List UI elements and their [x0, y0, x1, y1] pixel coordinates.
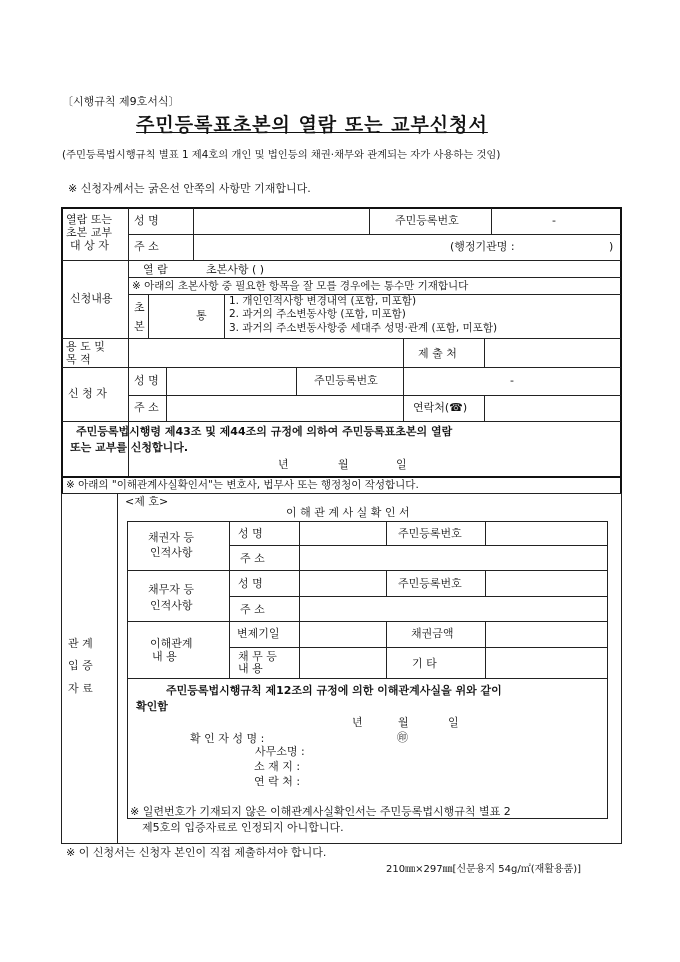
abstract-char-1: 초 — [134, 301, 145, 314]
request-section-label: 신청내용 — [70, 292, 113, 305]
other-field[interactable] — [486, 648, 606, 677]
interest-label-1: 이해관계 — [150, 637, 193, 650]
agency-name-label: (행정기관명 : — [450, 240, 515, 253]
target-address-label: 주 소 — [134, 240, 159, 253]
form-reference: 〔시행규칙 제9호서식〕 — [62, 95, 180, 108]
abstract-item-2[interactable]: 2. 과거의 주소변동사항 (포함, 미포함) — [229, 308, 406, 320]
other-label: 기 타 — [412, 657, 437, 670]
certificate-title: 이 해 관 계 사 실 확 인 서 — [286, 506, 410, 519]
declaration-line-1: 주민등록법시행령 제43조 및 제44조의 규정에 의하여 주민등록표초본의 열람 — [76, 425, 453, 438]
confirm-day: 일 — [448, 716, 459, 729]
creditor-address-field[interactable] — [300, 546, 606, 569]
applicant-address-field[interactable] — [167, 396, 402, 420]
paper-spec: 210㎜×297㎜[신문용지 54g/㎡(재활용품)] — [386, 864, 582, 875]
serial-warning-1: ※ 일련번호가 기재되지 않은 이해관계사실확인서는 주민등록법시행규칙 별표 2 — [130, 805, 511, 818]
creditor-name-field[interactable] — [300, 522, 385, 544]
confirmer-name-label: 확 인 자 성 명 : — [190, 732, 265, 745]
target-name-field[interactable] — [194, 209, 368, 234]
debtor-label-2: 인적사항 — [150, 599, 193, 612]
applicant-contact-field[interactable] — [485, 396, 620, 420]
applicant-contact-label: 연락처(☎) — [413, 401, 468, 414]
abstract-note: ※ 아래의 초본사항 중 필요한 항목을 잘 모를 경우에는 통수만 기재합니다 — [132, 280, 469, 292]
creditor-address-label: 주 소 — [240, 552, 265, 565]
target-address-field[interactable] — [194, 235, 444, 259]
office-contact-label: 연 락 처 : — [254, 775, 301, 788]
seal-icon: ㊞ — [397, 731, 408, 744]
debtor-name-field[interactable] — [300, 571, 385, 595]
creditor-rrn-field[interactable] — [486, 522, 606, 544]
target-rrn-label: 주민등록번호 — [395, 214, 459, 227]
declaration-month: 월 — [338, 458, 349, 471]
declaration-line-2: 또는 교부를 신청합니다. — [70, 441, 189, 454]
debtor-rrn-label: 주민등록번호 — [398, 577, 462, 590]
creditor-label-1: 채권자 등 — [148, 531, 195, 544]
fill-notice: ※ 신청자께서는 굵은선 안쪽의 사항만 기재합니다. — [68, 182, 311, 195]
evidence-side-label-1: 관 계 — [68, 637, 93, 650]
submit-to-label: 제 출 처 — [418, 347, 457, 360]
creditor-name-label: 성 명 — [238, 527, 263, 540]
purpose-field[interactable] — [129, 339, 402, 366]
debtor-address-label: 주 소 — [240, 603, 265, 616]
debtor-label-1: 채무자 등 — [148, 583, 195, 596]
evidence-side-label-2: 입 증 — [68, 659, 93, 672]
declaration-day: 일 — [396, 458, 407, 471]
debt-label-1: 채 무 등 — [238, 650, 277, 663]
abstract-char-2: 본 — [134, 320, 145, 333]
confirm-line-2: 확인함 — [136, 700, 168, 713]
applicant-name-label: 성 명 — [134, 374, 159, 387]
declaration-year: 년 — [278, 458, 289, 471]
applicant-section-label: 신 청 자 — [68, 387, 107, 400]
debtor-name-label: 성 명 — [238, 577, 263, 590]
due-date-field[interactable] — [300, 622, 385, 646]
evidence-side-label-3: 자 료 — [68, 682, 93, 695]
confirm-year: 년 — [352, 716, 363, 729]
confirm-line-1: 주민등록법시행규칙 제12조의 규정에 의한 이해관계사실을 위와 같이 — [166, 684, 502, 697]
office-name-label: 사무소명 : — [255, 745, 305, 758]
footer-note: ※ 이 신청서는 신청자 본인이 직접 제출하셔야 합니다. — [66, 846, 327, 859]
purpose-label: 용 도 및 — [66, 340, 105, 353]
applicant-address-label: 주 소 — [134, 401, 159, 414]
page-title: 주민등록표초본의 열람 또는 교부신청서 — [136, 114, 488, 136]
confirm-month: 월 — [398, 716, 409, 729]
target-name-label: 성 명 — [134, 214, 159, 227]
serial-warning-2: 제5호의 입증자료로 인정되지 아니합니다. — [142, 821, 344, 834]
office-location-label: 소 재 지 : — [254, 760, 301, 773]
abstract-option[interactable]: 초본사항 ( ) — [206, 263, 265, 276]
submit-to-field[interactable] — [485, 339, 620, 366]
debtor-address-field[interactable] — [300, 597, 606, 620]
target-section-label-2: 초본 교부 — [66, 226, 113, 239]
copies-label: 통 — [196, 309, 207, 322]
target-rrn-field[interactable]: - — [552, 214, 556, 227]
applicant-rrn-label: 주민등록번호 — [314, 374, 378, 387]
claim-amount-label: 채권금액 — [411, 627, 454, 640]
view-label: 열 람 — [143, 263, 168, 276]
debtor-rrn-field[interactable] — [486, 571, 606, 595]
creditor-rrn-label: 주민등록번호 — [398, 527, 462, 540]
debt-field[interactable] — [300, 648, 385, 677]
agency-name-close: ) — [609, 240, 614, 253]
target-section-label-3: 대 상 자 — [70, 239, 109, 252]
abstract-item-3[interactable]: 3. 과거의 주소변동사항중 세대주 성명·관계 (포함, 미포함) — [229, 322, 498, 334]
applicant-name-field[interactable] — [167, 368, 295, 394]
form-subtitle: (주민등록법시행규칙 별표 1 제4호의 개인 및 법인등의 채권·채무와 관계되는 자가 사용하는 것임) — [62, 149, 501, 161]
debt-label-2: 내 용 — [238, 662, 263, 675]
target-section-label: 열람 또는 — [66, 213, 113, 226]
interest-label-2: 내 용 — [152, 650, 177, 663]
due-date-label: 변제기일 — [237, 627, 280, 640]
certificate-note: ※ 아래의 "이해관계사실확인서"는 변호사, 법무사 또는 행정청이 작성합니다. — [66, 479, 419, 491]
serial-number: <제 호> — [125, 495, 169, 508]
purpose-label-2: 목 적 — [66, 353, 91, 366]
abstract-item-1[interactable]: 1. 개인인적사항 변경내역 (포함, 미포함) — [229, 295, 417, 307]
creditor-label-2: 인적사항 — [150, 546, 193, 559]
applicant-rrn-field[interactable]: - — [510, 374, 514, 387]
claim-amount-field[interactable] — [486, 622, 606, 646]
